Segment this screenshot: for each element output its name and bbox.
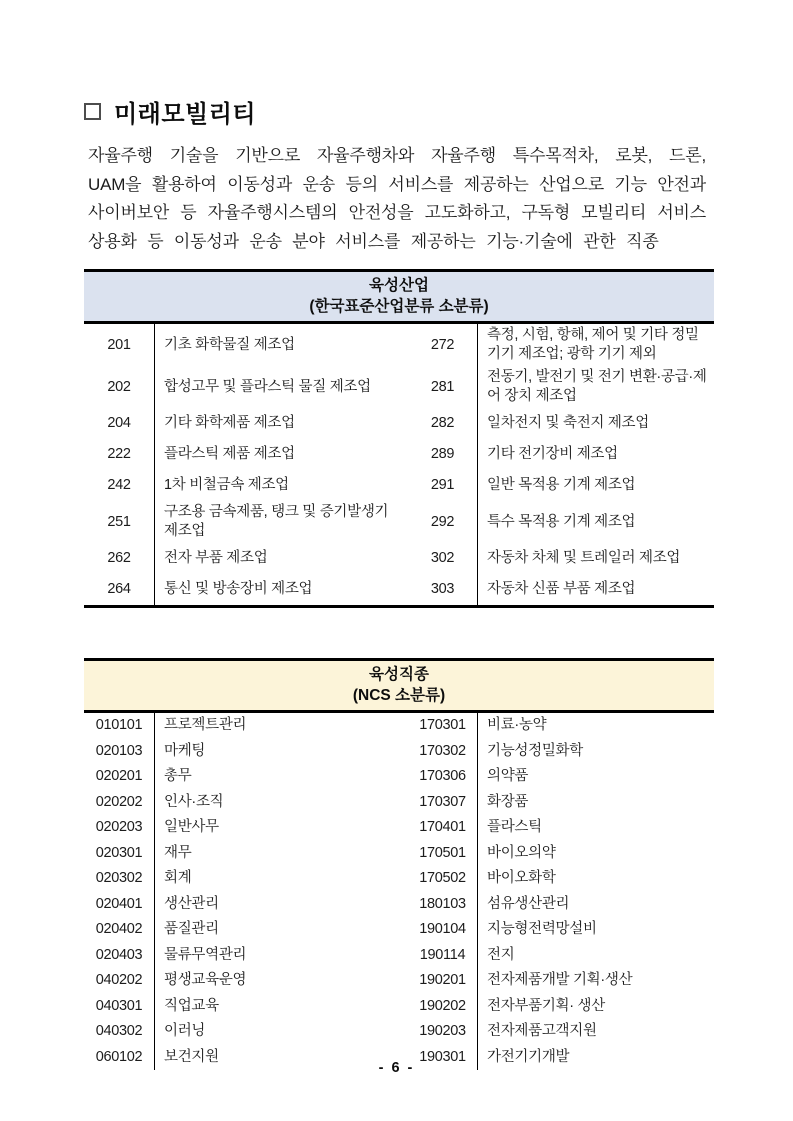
occupation-code-cell: 190104 (419, 921, 466, 938)
industry-table-row (84, 501, 714, 543)
square-bullet-icon (84, 103, 101, 120)
occupation-code-cell: 010101 (84, 713, 155, 739)
occupation-code-cell: 190301 (419, 1048, 466, 1065)
occupation-table-body (84, 713, 714, 1070)
industry-table-subtitle: (한국표준산업분류 소분류) (309, 298, 489, 315)
occupation-code-cell: 020301 (84, 841, 155, 867)
occupation-name-cell: 회계 (164, 870, 192, 887)
paragraph-line: 상용화 등 이동성과 운송 분야 서비스를 제공하는 기능·기술에 관한 직종 (88, 231, 659, 251)
industry-code-cell: 242 (84, 470, 155, 501)
occupation-name-cell: 비료·농약 (477, 713, 714, 739)
industry-code-cell: 264 (84, 574, 155, 605)
paragraph-line: 사이버보안 등 자율주행시스템의 안전성을 고도화하고, 구독형 모빌리티 서비스 (88, 203, 706, 222)
occupation-name-cell: 총무 (164, 768, 192, 785)
industry-code-cell: 201 (84, 324, 155, 366)
industry-code-cell: 262 (84, 543, 155, 574)
occupation-table-row (84, 1019, 714, 1045)
occupation-table-row (84, 994, 714, 1020)
occupation-code-cell: 020103 (84, 739, 155, 765)
occupation-code-cell: 170306 (419, 768, 466, 785)
industry-table-row (84, 408, 714, 439)
industry-code-cell: 222 (84, 439, 155, 470)
industry-name-cell: 측정, 시험, 항해, 제어 및 기타 정밀 기기 제조업; 광학 기기 제외 (477, 324, 714, 366)
industry-name-cell: 통신 및 방송장비 제조업 (164, 581, 313, 597)
occupation-table-row (84, 815, 714, 841)
section-title-row (84, 94, 714, 129)
occupation-code-cell: 190202 (419, 997, 466, 1014)
industry-code-cell: 251 (84, 501, 155, 543)
occupation-table (84, 658, 714, 1070)
industry-name-cell: 플라스틱 제품 제조업 (164, 446, 295, 462)
industry-table-row (84, 324, 714, 366)
occupation-table-title: 육성직종 (369, 666, 429, 683)
occupation-name-cell: 화장품 (477, 790, 714, 816)
industry-table-title: 육성산업 (369, 277, 429, 294)
industry-name-cell: 특수 목적용 기계 제조업 (477, 501, 714, 543)
industry-name-cell: 합성고무 및 플라스틱 물질 제조업 (164, 378, 371, 395)
section-title: 미래모빌리티 (114, 101, 257, 128)
occupation-table-row (84, 943, 714, 969)
occupation-code-cell: 170302 (419, 742, 466, 759)
industry-table-body (84, 324, 714, 605)
industry-name-cell: 구조용 금속제품, 탱크 및 증기발생기 제조업 (164, 504, 389, 539)
occupation-table-row (84, 790, 714, 816)
occupation-name-cell: 평생교육운영 (164, 972, 247, 989)
occupation-code-cell: 020401 (84, 892, 155, 918)
industry-name-cell: 자동차 차체 및 트레일러 제조업 (477, 543, 714, 574)
occupation-name-cell: 마케팅 (164, 742, 206, 759)
industry-code-cell: 291 (430, 477, 455, 493)
occupation-code-cell: 190201 (419, 972, 466, 989)
occupation-code-cell: 020402 (84, 917, 155, 943)
occupation-name-cell: 일반사무 (164, 819, 219, 836)
occupation-table-row (84, 713, 714, 739)
industry-table (84, 269, 714, 608)
occupation-name-cell: 직업교육 (164, 997, 219, 1014)
industry-code-cell: 289 (430, 446, 455, 462)
occupation-table-row (84, 892, 714, 918)
occupation-code-cell: 170307 (419, 793, 466, 810)
occupation-name-cell: 인사·조직 (164, 793, 224, 810)
occupation-name-cell: 보건지원 (164, 1048, 219, 1065)
occupation-code-cell: 020203 (84, 815, 155, 841)
industry-code-cell: 204 (84, 408, 155, 439)
occupation-name-cell: 프로젝트관리 (164, 717, 247, 734)
occupation-code-cell: 060102 (84, 1045, 155, 1071)
industry-name-cell: 1차 비철금속 제조업 (164, 477, 289, 493)
industry-table-row (84, 543, 714, 574)
occupation-table-header (84, 658, 714, 713)
occupation-code-cell: 020302 (84, 866, 155, 892)
industry-name-cell: 기타 전기장비 제조업 (477, 439, 714, 470)
occupation-name-cell: 섬유생산관리 (477, 892, 714, 918)
industry-code-cell: 303 (430, 581, 455, 597)
occupation-table-row (84, 866, 714, 892)
industry-code-cell: 272 (430, 336, 455, 353)
industry-table-row (84, 470, 714, 501)
occupation-name-cell: 의약품 (477, 764, 714, 790)
occupation-name-cell: 기능성정밀화학 (477, 739, 714, 765)
occupation-code-cell: 170501 (419, 844, 466, 861)
occupation-name-cell: 지능형전력망설비 (477, 917, 714, 943)
occupation-code-cell: 170502 (419, 870, 466, 887)
occupation-code-cell: 040302 (84, 1019, 155, 1045)
occupation-name-cell: 생산관리 (164, 895, 219, 912)
occupation-name-cell: 품질관리 (164, 921, 219, 938)
occupation-name-cell: 재무 (164, 844, 192, 861)
occupation-code-cell: 040202 (84, 968, 155, 994)
occupation-name-cell: 전자제품고객지원 (477, 1019, 714, 1045)
industry-table-row (84, 574, 714, 605)
industry-name-cell: 일차전지 및 축전지 제조업 (477, 408, 714, 439)
occupation-code-cell: 170301 (419, 717, 466, 734)
industry-table-row (84, 366, 714, 408)
paragraph-line: UAM을 활용하여 이동성과 운송 등의 서비스를 제공하는 산업으로 기능 안전과 (88, 174, 706, 194)
industry-name-cell: 일반 목적용 기계 제조업 (477, 470, 714, 501)
occupation-table-row (84, 764, 714, 790)
industry-code-cell: 302 (430, 550, 455, 566)
occupation-code-cell: 020202 (84, 790, 155, 816)
occupation-name-cell: 플라스틱 (477, 815, 714, 841)
occupation-name-cell: 물류무역관리 (164, 946, 247, 963)
page-number: - 6 - (378, 1060, 415, 1076)
description-paragraph (84, 142, 706, 256)
occupation-name-cell: 전자부품기획· 생산 (477, 994, 714, 1020)
occupation-code-cell: 040301 (84, 994, 155, 1020)
industry-code-cell: 292 (430, 513, 455, 530)
industry-name-cell: 기초 화학물질 제조업 (164, 336, 295, 353)
industry-table-header (84, 269, 714, 324)
industry-code-cell: 202 (84, 366, 155, 408)
industry-name-cell: 기타 화학제품 제조업 (164, 415, 295, 431)
occupation-name-cell: 바이오화학 (477, 866, 714, 892)
occupation-table-row (84, 917, 714, 943)
industry-name-cell: 전자 부품 제조업 (164, 550, 268, 566)
occupation-code-cell: 170401 (419, 819, 466, 836)
occupation-name-cell: 가전기기개발 (477, 1045, 714, 1071)
occupation-table-subtitle: (NCS 소분류) (352, 687, 446, 704)
occupation-code-cell: 190203 (419, 1023, 466, 1040)
occupation-table-row (84, 968, 714, 994)
occupation-code-cell: 020201 (84, 764, 155, 790)
occupation-code-cell: 020403 (84, 943, 155, 969)
occupation-name-cell: 전자제품개발 기획·생산 (477, 968, 714, 994)
occupation-code-cell: 190114 (419, 946, 466, 963)
occupation-table-row (84, 739, 714, 765)
occupation-table-row (84, 841, 714, 867)
occupation-name-cell: 전지 (477, 943, 714, 969)
industry-table-row (84, 439, 714, 470)
occupation-name-cell: 이러닝 (164, 1023, 206, 1040)
occupation-name-cell: 바이오의약 (477, 841, 714, 867)
industry-code-cell: 281 (430, 378, 455, 395)
industry-name-cell: 전동기, 발전기 및 전기 변환·공급·제어 장치 제조업 (477, 366, 714, 408)
page-content (84, 0, 714, 1070)
industry-code-cell: 282 (430, 415, 455, 431)
industry-name-cell: 자동차 신품 부품 제조업 (477, 574, 714, 605)
occupation-code-cell: 180103 (419, 895, 466, 912)
paragraph-line: 자율주행 기술을 기반으로 자율주행차와 자율주행 특수목적차, 로봇, 드론, (88, 146, 706, 165)
